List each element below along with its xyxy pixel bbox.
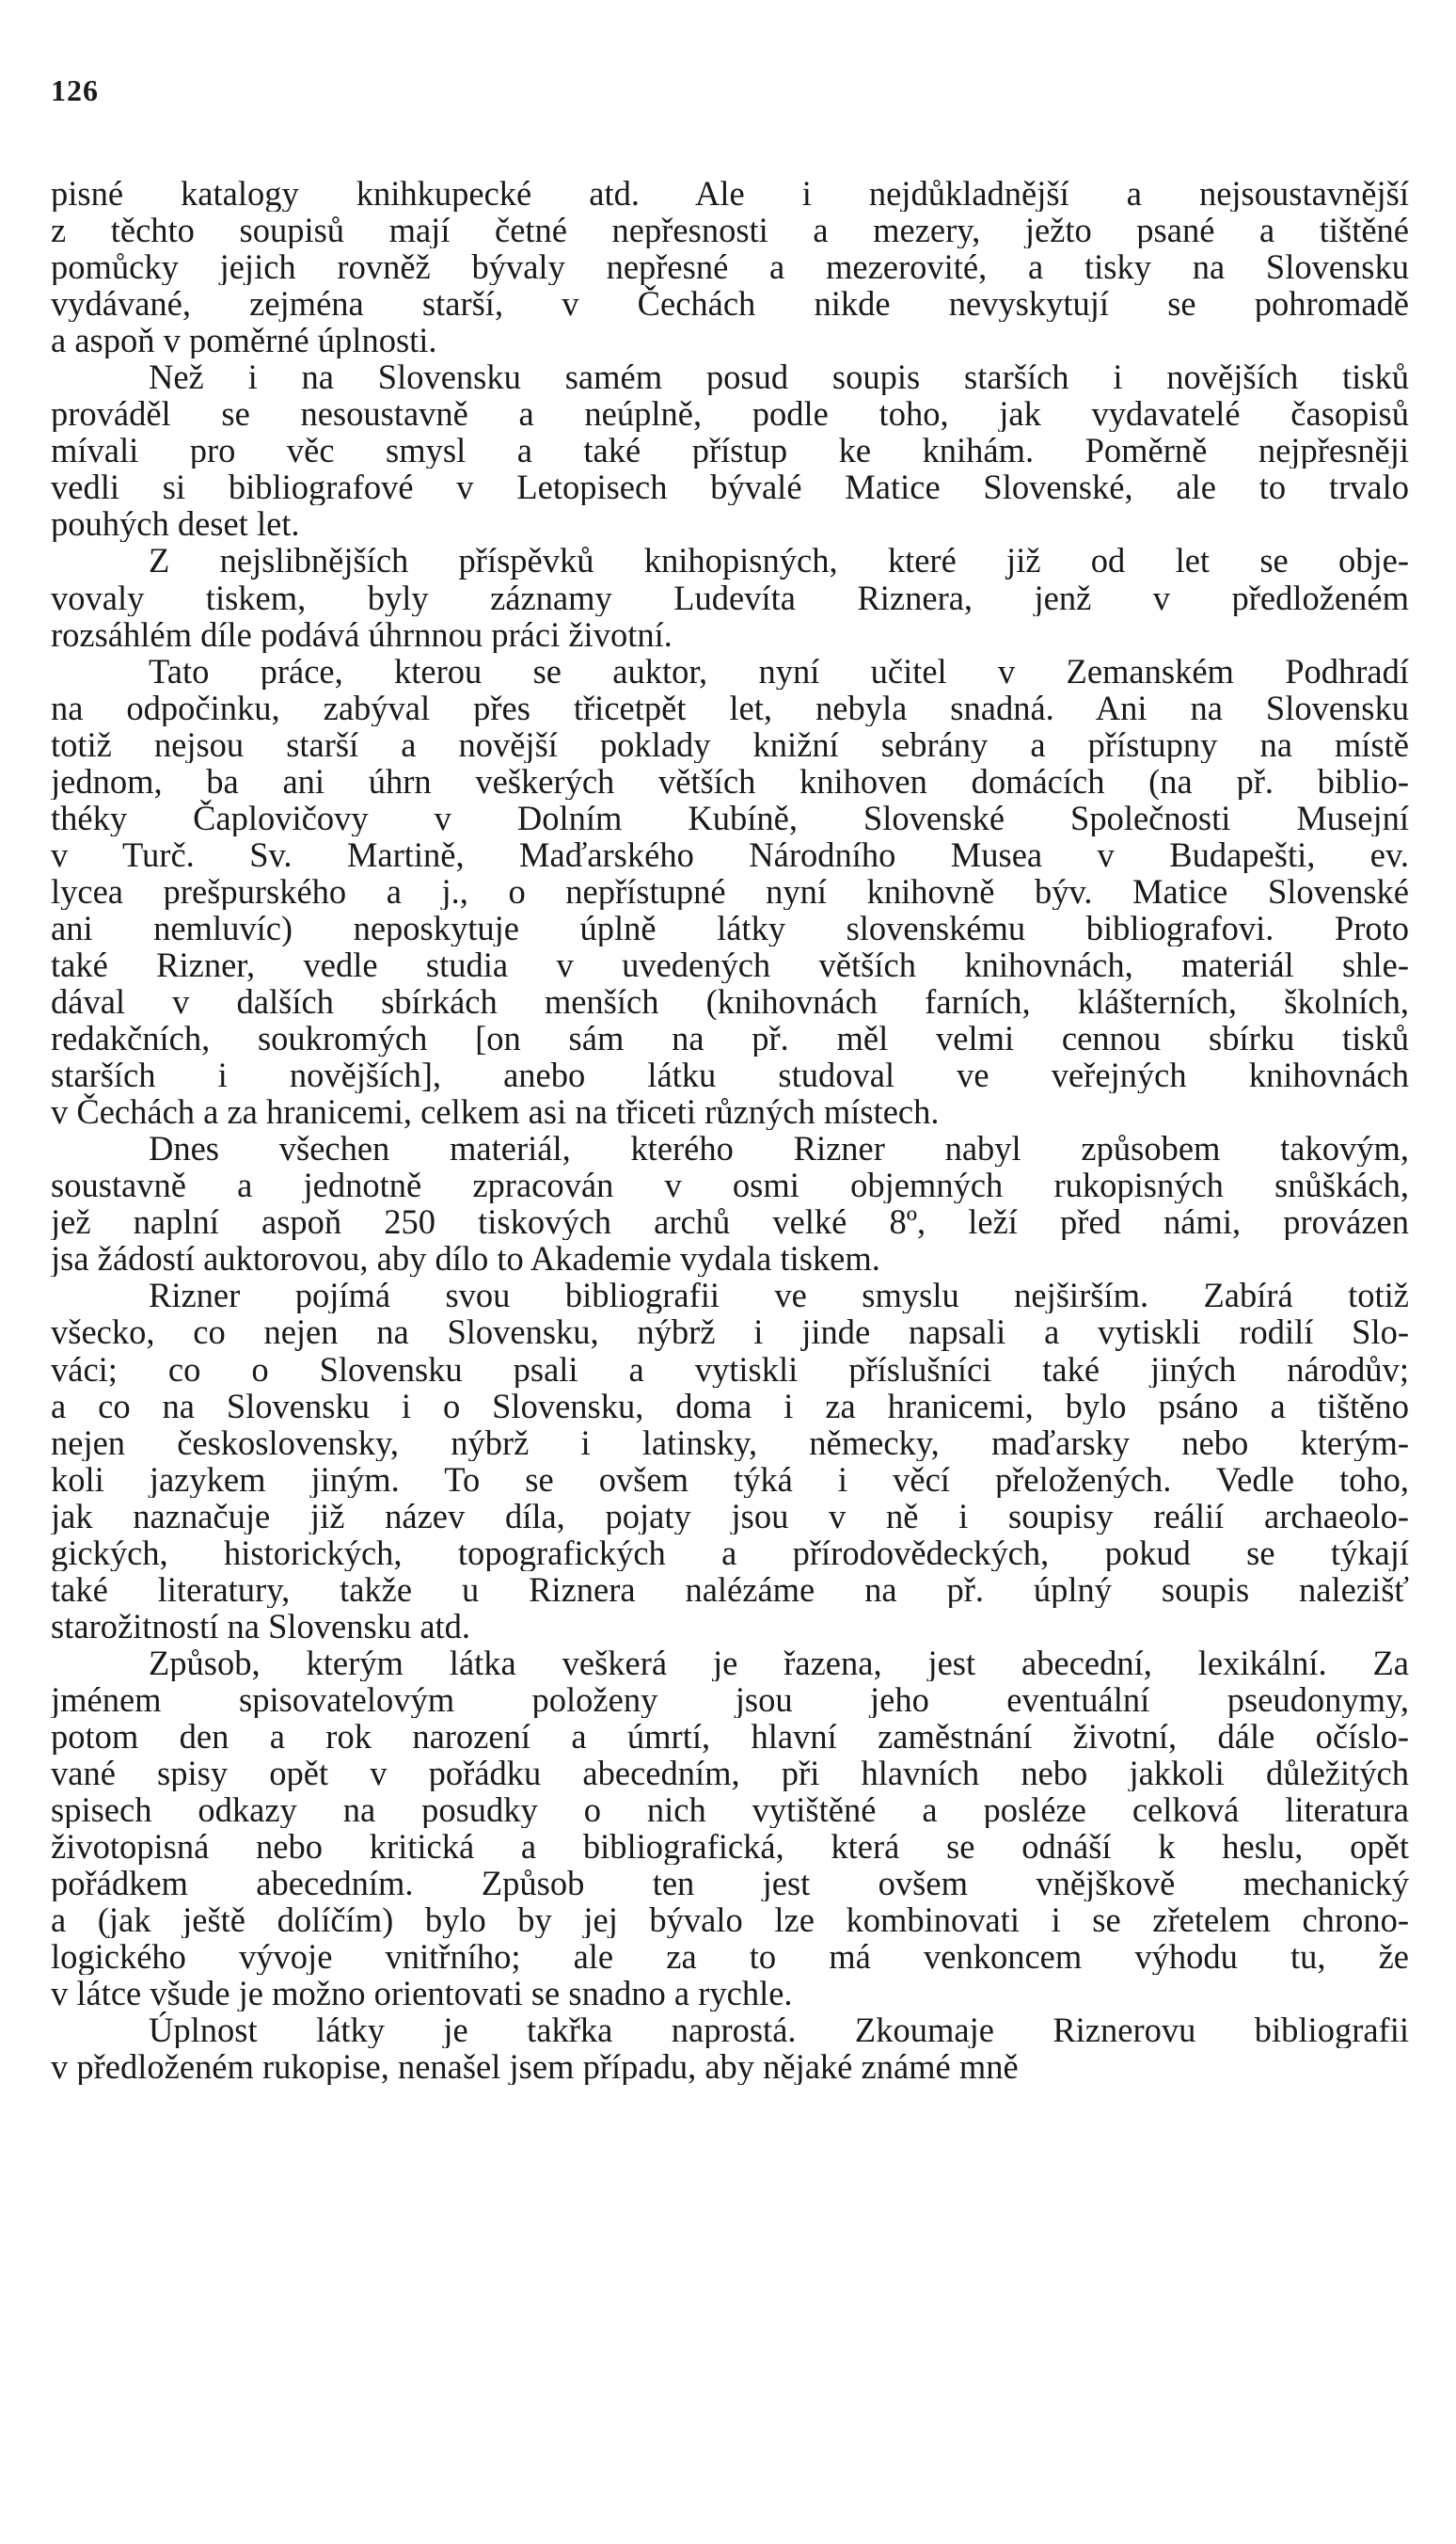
text-line: jež naplní aspoň 250 tiskových archů velké 8º, leží před námi, provázen (51, 1203, 1409, 1241)
paragraph (51, 542, 1409, 652)
text-line: théky Čaplovičovy v Dolním Kubíně, Slovenské Společnosti Musejní (51, 799, 1409, 836)
text-line: redakčních, soukromých [on sám na př. měl velmi cennou sbírku tisků (51, 1020, 1409, 1057)
text-line: vedli si bibliografové v Letopisech bývalé Matice Slovenské, ale to trvalo (51, 469, 1409, 506)
text-line: v Turč. Sv. Martině, Maďarského Národního Musea v Budapešti, ev. (51, 835, 1409, 873)
text-line: totiž nejsou starší a novější poklady knižní sebrány a přístupny na místě (51, 725, 1409, 763)
text-line: všecko, co nejen na Slovensku, nýbrž i jinde napsali a vytiskli rodilí Slo- (51, 1313, 1409, 1351)
body-text (51, 175, 1409, 2085)
text-line: na odpočinku, zabýval přes třicetpět let, nebyla snadná. Ani na Slovensku (51, 689, 1409, 726)
text-line: životopisná nebo kritická a bibliografická, která se odnáší k heslu, opět (51, 1828, 1409, 1866)
text-line: jsa žádostí auktorovou, aby dílo to Akademie vydala tiskem. (51, 1240, 880, 1278)
text-line: spisech odkazy na posudky o nich vytištěné a posléze celková literatura (51, 1791, 1409, 1829)
text-line: prováděl se nesoustavně a neúplně, podle toho, jak vydavatelé časopisů (51, 395, 1409, 433)
text-line: a co na Slovensku i o Slovensku, doma i za hranicemi, bylo psáno a tištěno (51, 1387, 1409, 1424)
text-line: Než i na Slovensku samém posud soupis starších i novějších tisků (149, 358, 1409, 396)
text-line: Způsob, kterým látka veškerá je řazena, jest abecední, lexikální. Za (149, 1644, 1409, 1681)
paragraph (51, 653, 1409, 1131)
paragraph (51, 1130, 1409, 1277)
text-line: jednom, ba ani úhrn veškerých větších knihoven domácích (na př. biblio- (51, 762, 1409, 800)
text-line: Tato práce, kterou se auktor, nyní učitel v Zemanském Podhradí (149, 652, 1409, 690)
text-line: mívali pro věc smysl a také přístup ke knihám. Poměrně nejpřesněji (51, 432, 1409, 469)
text-line: starožitností na Slovensku atd. (51, 1607, 471, 1645)
text-line: gických, historických, topografických a přírodovědeckých, pokud se týkají (51, 1534, 1409, 1571)
text-line: starších i novějších], anebo látku studoval ve veřejných knihovnách (51, 1057, 1409, 1094)
paragraph (51, 175, 1409, 358)
text-line: a (jak ještě dolíčím) bylo by jej bývalo lze kombinovati i se zřetelem chrono- (51, 1901, 1409, 1939)
text-line: Úplnost látky je takřka naprostá. Zkoumaje Riznerovu bibliografii (149, 2011, 1409, 2049)
text-line: v předloženém rukopise, nenašel jsem případu, aby nějaké známé mně (51, 2048, 1019, 2086)
text-line: koli jazykem jiným. To se ovšem týká i věcí přeložených. Vedle toho, (51, 1460, 1409, 1498)
text-line: rozsáhlém díle podává úhrnnou práci životní. (51, 615, 673, 653)
text-line: také literatury, takže u Riznera nalézáme na př. úplný soupis nalezišť (51, 1570, 1409, 1608)
text-line: nejen československy, nýbrž i latinsky, německy, maďarsky nebo kterým- (51, 1423, 1409, 1461)
text-line: jak naznačuje již název díla, pojaty jsou v ně i soupisy reálií archaeolo- (51, 1497, 1409, 1534)
paragraph (51, 358, 1409, 542)
text-line: váci; co o Slovensku psali a vytiskli příslušníci také jiných národův; (51, 1350, 1409, 1388)
text-line: Z nejslibnějších příspěvků knihopisných, které již od let se obje- (149, 542, 1409, 580)
paragraph (51, 2011, 1409, 2085)
text-line: pořádkem abecedním. Způsob ten jest ovšem vnějškově mechanický (51, 1865, 1409, 1902)
text-line: vané spisy opět v pořádku abecedním, při hlavních nebo jakkoli důležitých (51, 1755, 1409, 1792)
page-number: 126 (51, 73, 99, 107)
text-line: dával v dalších sbírkách menších (knihovnách farních, klášterních, školních, (51, 983, 1409, 1021)
text-line: vydávané, zejména starší, v Čechách nikde nevyskytují se pohromadě (51, 285, 1409, 323)
text-line: Dnes všechen materiál, kterého Rizner nabyl způsobem takovým, (149, 1130, 1409, 1168)
text-line: potom den a rok narození a úmrtí, hlavní zaměstnání životní, dále očíslo- (51, 1717, 1409, 1756)
text-line: lycea prešpurského a j., o nepřístupné nyní knihovně býv. Matice Slovenské (51, 872, 1409, 910)
text-line: pouhých deset let. (51, 505, 300, 543)
paragraph (51, 1277, 1409, 1644)
text-line: vovaly tiskem, byly záznamy Ludevíta Riznera, jenž v předloženém (51, 579, 1409, 616)
text-line: v Čechách a za hranicemi, celkem asi na třiceti různých místech. (51, 1093, 940, 1131)
text-line: pisné katalogy knihkupecké atd. Ale i nejdůkladnější a nejsoustavnější (51, 175, 1409, 213)
text-line: ani nemluvíc) neposkytuje úplně látky slovenskému bibliografovi. Proto (51, 909, 1409, 946)
text-line: pomůcky jejich rovněž bývaly nepřesné a mezerovité, a tisky na Slovensku (51, 248, 1409, 286)
text-line: a aspoň v poměrné úplnosti. (51, 322, 437, 359)
text-line: z těchto soupisů mají četné nepřesnosti a mezery, ježto psané a tištěné (51, 212, 1409, 249)
text-line: v látce všude je možno orientovati se snadno a rychle. (51, 1975, 793, 2012)
text-line: Rizner pojímá svou bibliografii ve smyslu nejširším. Zabírá totiž (149, 1277, 1409, 1314)
paragraph (51, 1645, 1409, 2011)
text-line: logického vývoje vnitřního; ale za to má venkoncem výhodu tu, že (51, 1938, 1409, 1976)
text-line: jménem spisovatelovým položeny jsou jeho eventuální pseudonymy, (51, 1680, 1409, 1718)
text-line: soustavně a jednotně zpracován v osmi objemných rukopisných snůškách, (51, 1167, 1409, 1204)
text-line: také Rizner, vedle studia v uvedených větších knihovnách, materiál shle- (51, 946, 1409, 984)
